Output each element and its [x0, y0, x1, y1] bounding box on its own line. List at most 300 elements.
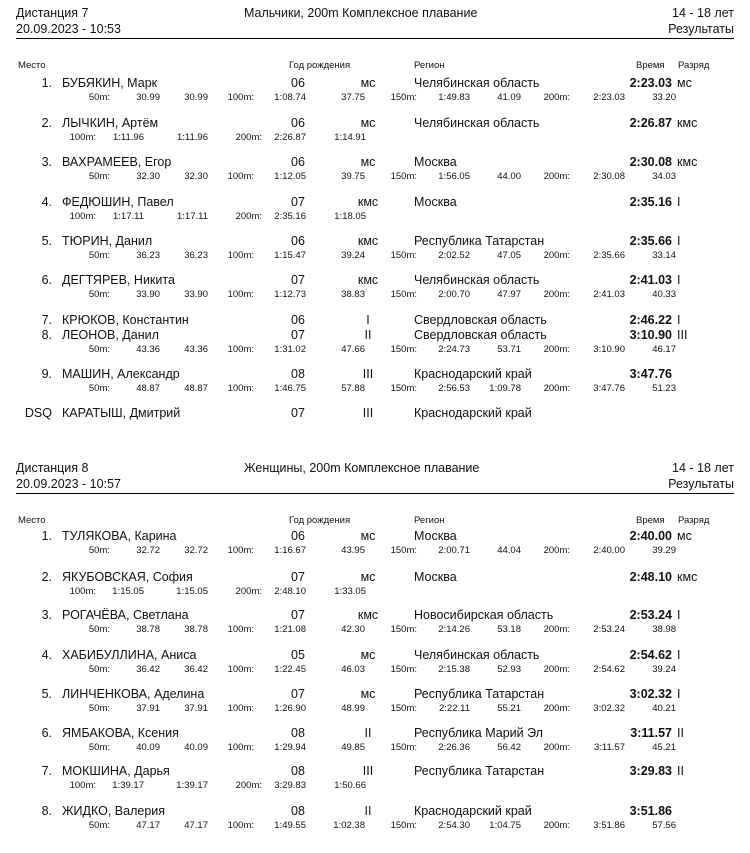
split-distance: 50m:	[88, 289, 110, 300]
split-distance: 100m:	[227, 289, 254, 300]
split-distance: 100m:	[69, 780, 96, 791]
result-time: 3:11.57	[630, 726, 672, 740]
region: Республика Татарстан	[414, 234, 545, 248]
athlete-name: ЛИНЧЕНКОВА, Аделина	[62, 687, 205, 701]
split-lap-time: 1:39.17	[176, 780, 208, 791]
split-distance: 150m:	[390, 624, 417, 635]
split-distance: 200m:	[543, 742, 570, 753]
qualification: I	[366, 313, 370, 327]
split-distance: 200m:	[543, 171, 570, 182]
result-entry	[0, 804, 750, 844]
column-header-rank: Разряд	[678, 60, 710, 71]
split-lap-time: 42.30	[341, 624, 365, 635]
region: Челябинская область	[414, 116, 540, 130]
qualification: мс	[360, 529, 376, 543]
split-distance: 200m:	[543, 820, 570, 831]
rank: мс	[677, 76, 692, 90]
qualification: кмс	[357, 234, 379, 248]
rank: I	[677, 687, 681, 701]
split-lap-time: 40.09	[184, 742, 208, 753]
qualification: мс	[360, 76, 376, 90]
split-lap-time: 38.98	[652, 624, 676, 635]
result-entry	[0, 367, 750, 407]
split-lap-time: 43.36	[184, 344, 208, 355]
distance-number: Дистанция 8	[16, 461, 89, 475]
result-time: 2:46.22	[629, 313, 672, 327]
place-number: 1.	[41, 529, 52, 543]
split-lap-time: 43.95	[341, 545, 365, 556]
region: Свердловская область	[414, 328, 547, 342]
split-distance: 200m:	[543, 383, 570, 394]
athlete-name: ФЕДЮШИН, Павел	[62, 195, 174, 209]
split-lap-time: 39.75	[341, 171, 365, 182]
split-lap-time: 52.93	[497, 664, 521, 675]
qualification: мс	[360, 155, 376, 169]
split-distance: 200m:	[235, 780, 262, 791]
split-distance: 150m:	[390, 545, 417, 556]
split-distance: 200m:	[543, 92, 570, 103]
split-distance: 200m:	[543, 344, 570, 355]
split-lap-time: 49.85	[341, 742, 365, 753]
result-entry	[0, 234, 750, 274]
athlete-name: ТУЛЯКОВА, Карина	[62, 529, 177, 543]
split-distance: 100m:	[69, 586, 96, 597]
qualification: мс	[360, 116, 376, 130]
split-distance: 100m:	[227, 545, 254, 556]
birth-year: 06	[291, 76, 305, 90]
split-distance: 150m:	[390, 171, 417, 182]
split-cumulative-time: 37.91	[136, 703, 160, 714]
split-cumulative-time: 36.42	[136, 664, 160, 675]
split-cumulative-time: 2:30.08	[593, 171, 625, 182]
split-distance: 150m:	[390, 383, 417, 394]
athlete-name: ЖИДКО, Валерия	[62, 804, 166, 818]
split-cumulative-time: 3:47.76	[593, 383, 625, 394]
split-cumulative-time: 1:56.05	[438, 171, 470, 182]
split-cumulative-time: 1:21.08	[274, 624, 306, 635]
result-entry	[0, 155, 750, 195]
split-distance: 50m:	[88, 344, 110, 355]
split-lap-time: 44.04	[497, 545, 521, 556]
athlete-name: ДЕГТЯРЕВ, Никита	[62, 273, 175, 287]
split-cumulative-time: 2:26.87	[274, 132, 306, 143]
split-cumulative-time: 2:54.30	[438, 820, 470, 831]
column-header-birth-year: Год рождения	[289, 60, 351, 71]
split-lap-time: 1:02.38	[333, 820, 365, 831]
region: Краснодарский край	[414, 367, 532, 381]
split-distance: 100m:	[227, 820, 254, 831]
column-header-rank: Разряд	[678, 515, 710, 526]
place-number: 1.	[41, 76, 52, 90]
place-number: 8.	[41, 804, 52, 818]
place-number: 5.	[41, 234, 52, 248]
athlete-name: ХАБИБУЛЛИНА, Аниса	[62, 648, 197, 662]
split-distance: 50m:	[88, 624, 110, 635]
split-cumulative-time: 1:22.45	[274, 664, 306, 675]
split-distance: 200m:	[235, 586, 262, 597]
rank: мс	[677, 529, 692, 543]
split-lap-time: 41.09	[497, 92, 521, 103]
split-lap-time: 37.75	[341, 92, 365, 103]
split-cumulative-time: 3:02.32	[593, 703, 625, 714]
split-lap-time: 47.17	[184, 820, 208, 831]
split-lap-time: 56.42	[497, 742, 521, 753]
result-time: 3:51.86	[629, 804, 672, 818]
split-cumulative-time: 1:12.05	[274, 171, 306, 182]
split-cumulative-time: 1:29.94	[274, 742, 306, 753]
split-lap-time: 57.56	[652, 820, 676, 831]
split-cumulative-time: 36.23	[136, 250, 160, 261]
column-header-time: Время	[636, 515, 665, 526]
qualification: мс	[360, 687, 376, 701]
athlete-name: БУБЯКИН, Марк	[62, 76, 158, 90]
split-lap-time: 53.71	[497, 344, 521, 355]
qualification: мс	[360, 648, 376, 662]
birth-year: 05	[291, 648, 305, 662]
athlete-name: КАРАТЫШ, Дмитрий	[62, 406, 181, 420]
rank: I	[677, 273, 681, 287]
split-cumulative-time: 1:15.47	[274, 250, 306, 261]
split-lap-time: 46.03	[341, 664, 365, 675]
place-number: 5.	[41, 687, 52, 701]
split-lap-time: 1:09.78	[489, 383, 521, 394]
split-cumulative-time: 1:46.75	[274, 383, 306, 394]
result-time: 3:10.90	[629, 328, 672, 342]
column-header-region: Регион	[414, 515, 445, 526]
split-cumulative-time: 47.17	[136, 820, 160, 831]
place-number: 4.	[41, 648, 52, 662]
place-number: 4.	[41, 195, 52, 209]
split-distance: 150m:	[390, 820, 417, 831]
split-lap-time: 48.87	[184, 383, 208, 394]
rank: I	[677, 195, 681, 209]
split-lap-time: 53.18	[497, 624, 521, 635]
split-lap-time: 1:33.05	[334, 586, 366, 597]
split-cumulative-time: 32.30	[136, 171, 160, 182]
split-distance: 150m:	[390, 289, 417, 300]
split-cumulative-time: 2:22.11	[439, 703, 470, 714]
rank: I	[677, 313, 681, 327]
qualification: II	[364, 726, 372, 740]
split-distance: 100m:	[227, 171, 254, 182]
column-header-place: Место	[18, 515, 46, 526]
result-time: 2:23.03	[629, 76, 672, 90]
split-distance: 200m:	[543, 545, 570, 556]
split-lap-time: 1:15.05	[176, 586, 208, 597]
split-distance: 150m:	[390, 703, 417, 714]
birth-year: 06	[291, 155, 305, 169]
result-entry	[0, 328, 750, 368]
rank: кмс	[677, 570, 698, 584]
split-cumulative-time: 2:41.03	[593, 289, 625, 300]
split-cumulative-time: 1:31.02	[274, 344, 306, 355]
split-lap-time: 38.83	[341, 289, 365, 300]
result-entry	[0, 195, 750, 235]
split-cumulative-time: 2:23.03	[593, 92, 625, 103]
split-lap-time: 36.23	[184, 250, 208, 261]
birth-year: 07	[291, 570, 305, 584]
split-distance: 100m:	[227, 383, 254, 394]
results-label: Результаты	[668, 22, 734, 36]
split-lap-time: 37.91	[184, 703, 208, 714]
event-datetime: 20.09.2023 - 10:53	[16, 22, 121, 36]
region: Челябинская область	[414, 648, 540, 662]
column-header-time: Время	[636, 60, 665, 71]
result-entry	[0, 529, 750, 569]
birth-year: 07	[291, 195, 305, 209]
split-lap-time: 48.99	[341, 703, 365, 714]
distance-number: Дистанция 7	[16, 6, 89, 20]
split-cumulative-time: 48.87	[136, 383, 160, 394]
split-lap-time: 47.05	[497, 250, 521, 261]
split-cumulative-time: 3:51.86	[593, 820, 625, 831]
result-entry	[0, 116, 750, 156]
split-lap-time: 1:18.05	[334, 211, 366, 222]
split-lap-time: 1:50.66	[334, 780, 366, 791]
split-cumulative-time: 2:54.62	[593, 664, 625, 675]
split-distance: 100m:	[227, 664, 254, 675]
split-distance: 50m:	[88, 820, 110, 831]
split-lap-time: 1:17.11	[177, 211, 208, 222]
result-time: 3:47.76	[629, 367, 672, 381]
split-cumulative-time: 1:49.83	[438, 92, 470, 103]
qualification: III	[362, 764, 374, 778]
result-entry	[0, 76, 750, 116]
split-distance: 50m:	[88, 171, 110, 182]
split-distance: 150m:	[390, 742, 417, 753]
event-title: Мальчики, 200m Комплексное плавание	[244, 6, 478, 20]
place-number: 2.	[41, 570, 52, 584]
result-time: 2:30.08	[629, 155, 672, 169]
athlete-name: МОКШИНА, Дарья	[62, 764, 170, 778]
header-divider	[16, 38, 734, 39]
split-lap-time: 32.72	[184, 545, 208, 556]
birth-year: 08	[291, 726, 305, 740]
region: Москва	[414, 529, 457, 543]
split-cumulative-time: 1:39.17	[112, 780, 144, 791]
split-lap-time: 44.00	[497, 171, 521, 182]
result-time: 2:54.62	[629, 648, 672, 662]
split-distance: 100m:	[69, 132, 96, 143]
region: Республика Татарстан	[414, 764, 545, 778]
split-lap-time: 40.33	[652, 289, 676, 300]
split-distance: 100m:	[227, 624, 254, 635]
split-lap-time: 32.30	[184, 171, 208, 182]
split-cumulative-time: 1:11.96	[113, 132, 144, 143]
region: Новосибирская область	[414, 608, 554, 622]
region: Республика Татарстан	[414, 687, 545, 701]
athlete-name: ВАХРАМЕЕВ, Егор	[62, 155, 172, 169]
split-lap-time: 34.03	[652, 171, 676, 182]
split-distance: 50m:	[88, 92, 110, 103]
split-cumulative-time: 2:56.53	[438, 383, 470, 394]
place-number: 7.	[41, 313, 52, 327]
place-number: 7.	[41, 764, 52, 778]
rank: I	[677, 608, 681, 622]
athlete-name: МАШИН, Александр	[62, 367, 180, 381]
rank: I	[677, 648, 681, 662]
split-cumulative-time: 2:14.26	[438, 624, 470, 635]
result-time: 2:40.00	[629, 529, 672, 543]
split-distance: 150m:	[390, 664, 417, 675]
region: Челябинская область	[414, 76, 540, 90]
column-header-region: Регион	[414, 60, 445, 71]
split-lap-time: 1:11.96	[177, 132, 208, 143]
results-label: Результаты	[668, 477, 734, 491]
result-time: 2:41.03	[629, 273, 672, 287]
split-distance: 150m:	[390, 92, 417, 103]
split-lap-time: 57.88	[341, 383, 365, 394]
split-cumulative-time: 3:11.57	[594, 742, 625, 753]
athlete-name: ЛЕОНОВ, Данил	[62, 328, 159, 342]
split-lap-time: 55.21	[497, 703, 521, 714]
split-lap-time: 46.17	[652, 344, 676, 355]
column-header-place: Место	[18, 60, 46, 71]
split-cumulative-time: 33.90	[136, 289, 160, 300]
split-distance: 100m:	[227, 703, 254, 714]
result-entry	[0, 687, 750, 727]
birth-year: 08	[291, 764, 305, 778]
birth-year: 06	[291, 234, 305, 248]
birth-year: 08	[291, 804, 305, 818]
qualification: кмс	[357, 608, 379, 622]
athlete-name: ЯМБАКОВА, Ксения	[62, 726, 179, 740]
split-cumulative-time: 1:16.67	[274, 545, 306, 556]
split-cumulative-time: 40.09	[136, 742, 160, 753]
split-distance: 50m:	[88, 703, 110, 714]
split-lap-time: 51.23	[652, 383, 676, 394]
qualification: кмс	[357, 195, 379, 209]
place-number: 2.	[41, 116, 52, 130]
split-cumulative-time: 2:35.66	[593, 250, 625, 261]
result-entry	[0, 406, 750, 446]
split-lap-time: 39.24	[652, 664, 676, 675]
split-distance: 50m:	[88, 383, 110, 394]
split-distance: 200m:	[235, 211, 262, 222]
split-cumulative-time: 2:24.73	[438, 344, 470, 355]
qualification: III	[362, 406, 374, 420]
place-number: 6.	[41, 273, 52, 287]
split-distance: 50m:	[88, 545, 110, 556]
place-number: 3.	[41, 608, 52, 622]
split-distance: 100m:	[227, 250, 254, 261]
split-cumulative-time: 2:15.38	[438, 664, 470, 675]
split-distance: 100m:	[227, 742, 254, 753]
column-header-birth-year: Год рождения	[289, 515, 351, 526]
birth-year: 07	[291, 687, 305, 701]
rank: II	[677, 764, 684, 778]
place-number: 9.	[41, 367, 52, 381]
split-cumulative-time: 3:10.90	[593, 344, 625, 355]
split-distance: 200m:	[543, 664, 570, 675]
result-time: 2:53.24	[629, 608, 672, 622]
place-number: 6.	[41, 726, 52, 740]
qualification: кмс	[357, 273, 379, 287]
split-cumulative-time: 2:53.24	[593, 624, 625, 635]
birth-year: 07	[291, 328, 305, 342]
header-divider	[16, 493, 734, 494]
split-cumulative-time: 1:49.55	[274, 820, 306, 831]
split-cumulative-time: 43.36	[136, 344, 160, 355]
region: Москва	[414, 155, 457, 169]
athlete-name: ЛЫЧКИН, Артём	[62, 116, 159, 130]
split-cumulative-time: 30.99	[136, 92, 160, 103]
place-number: DSQ	[24, 406, 52, 420]
split-cumulative-time: 3:29.83	[274, 780, 306, 791]
split-lap-time: 1:04.75	[489, 820, 521, 831]
split-lap-time: 45.21	[652, 742, 676, 753]
region: Москва	[414, 570, 457, 584]
split-cumulative-time: 32.72	[136, 545, 160, 556]
result-time: 2:35.66	[629, 234, 672, 248]
qualification: III	[362, 367, 374, 381]
age-group: 14 - 18 лет	[672, 6, 734, 20]
split-distance: 50m:	[88, 664, 110, 675]
split-distance: 50m:	[88, 250, 110, 261]
region: Краснодарский край	[414, 804, 532, 818]
athlete-name: ЯКУБОВСКАЯ, София	[62, 570, 193, 584]
split-distance: 200m:	[543, 250, 570, 261]
split-distance: 100m:	[227, 92, 254, 103]
split-cumulative-time: 2:35.16	[274, 211, 306, 222]
split-lap-time: 30.99	[184, 92, 208, 103]
result-time: 3:29.83	[629, 764, 672, 778]
qualification: мс	[360, 570, 376, 584]
split-cumulative-time: 1:12.73	[274, 289, 306, 300]
result-time: 2:35.16	[629, 195, 672, 209]
split-cumulative-time: 2:40.00	[593, 545, 625, 556]
rank: кмс	[677, 116, 698, 130]
qualification: II	[364, 804, 372, 818]
place-number: 8.	[41, 328, 52, 342]
rank: I	[677, 234, 681, 248]
split-cumulative-time: 1:26.90	[274, 703, 306, 714]
split-cumulative-time: 2:26.36	[438, 742, 470, 753]
rank: кмс	[677, 155, 698, 169]
birth-year: 07	[291, 273, 305, 287]
result-time: 3:02.32	[629, 687, 672, 701]
athlete-name: ТЮРИН, Данил	[62, 234, 153, 248]
result-entry	[0, 648, 750, 688]
birth-year: 07	[291, 406, 305, 420]
split-lap-time: 33.90	[184, 289, 208, 300]
split-cumulative-time: 1:17.11	[113, 211, 144, 222]
birth-year: 06	[291, 529, 305, 543]
split-distance: 100m:	[69, 211, 96, 222]
birth-year: 08	[291, 367, 305, 381]
split-distance: 50m:	[88, 742, 110, 753]
split-cumulative-time: 2:48.10	[274, 586, 306, 597]
split-distance: 100m:	[227, 344, 254, 355]
qualification: II	[364, 328, 372, 342]
split-lap-time: 40.21	[652, 703, 676, 714]
split-cumulative-time: 1:15.05	[112, 586, 144, 597]
event-title: Женщины, 200m Комплексное плавание	[244, 461, 480, 475]
region: Москва	[414, 195, 457, 209]
result-entry	[0, 273, 750, 313]
region: Республика Марий Эл	[414, 726, 543, 740]
athlete-name: РОГАЧЁВА, Светлана	[62, 608, 189, 622]
age-group: 14 - 18 лет	[672, 461, 734, 475]
result-entry	[0, 570, 750, 610]
split-lap-time: 33.14	[652, 250, 676, 261]
result-entry	[0, 608, 750, 648]
split-lap-time: 33.20	[652, 92, 676, 103]
split-cumulative-time: 2:00.71	[438, 545, 470, 556]
result-entry	[0, 764, 750, 804]
result-entry	[0, 726, 750, 766]
split-cumulative-time: 2:02.52	[438, 250, 470, 261]
